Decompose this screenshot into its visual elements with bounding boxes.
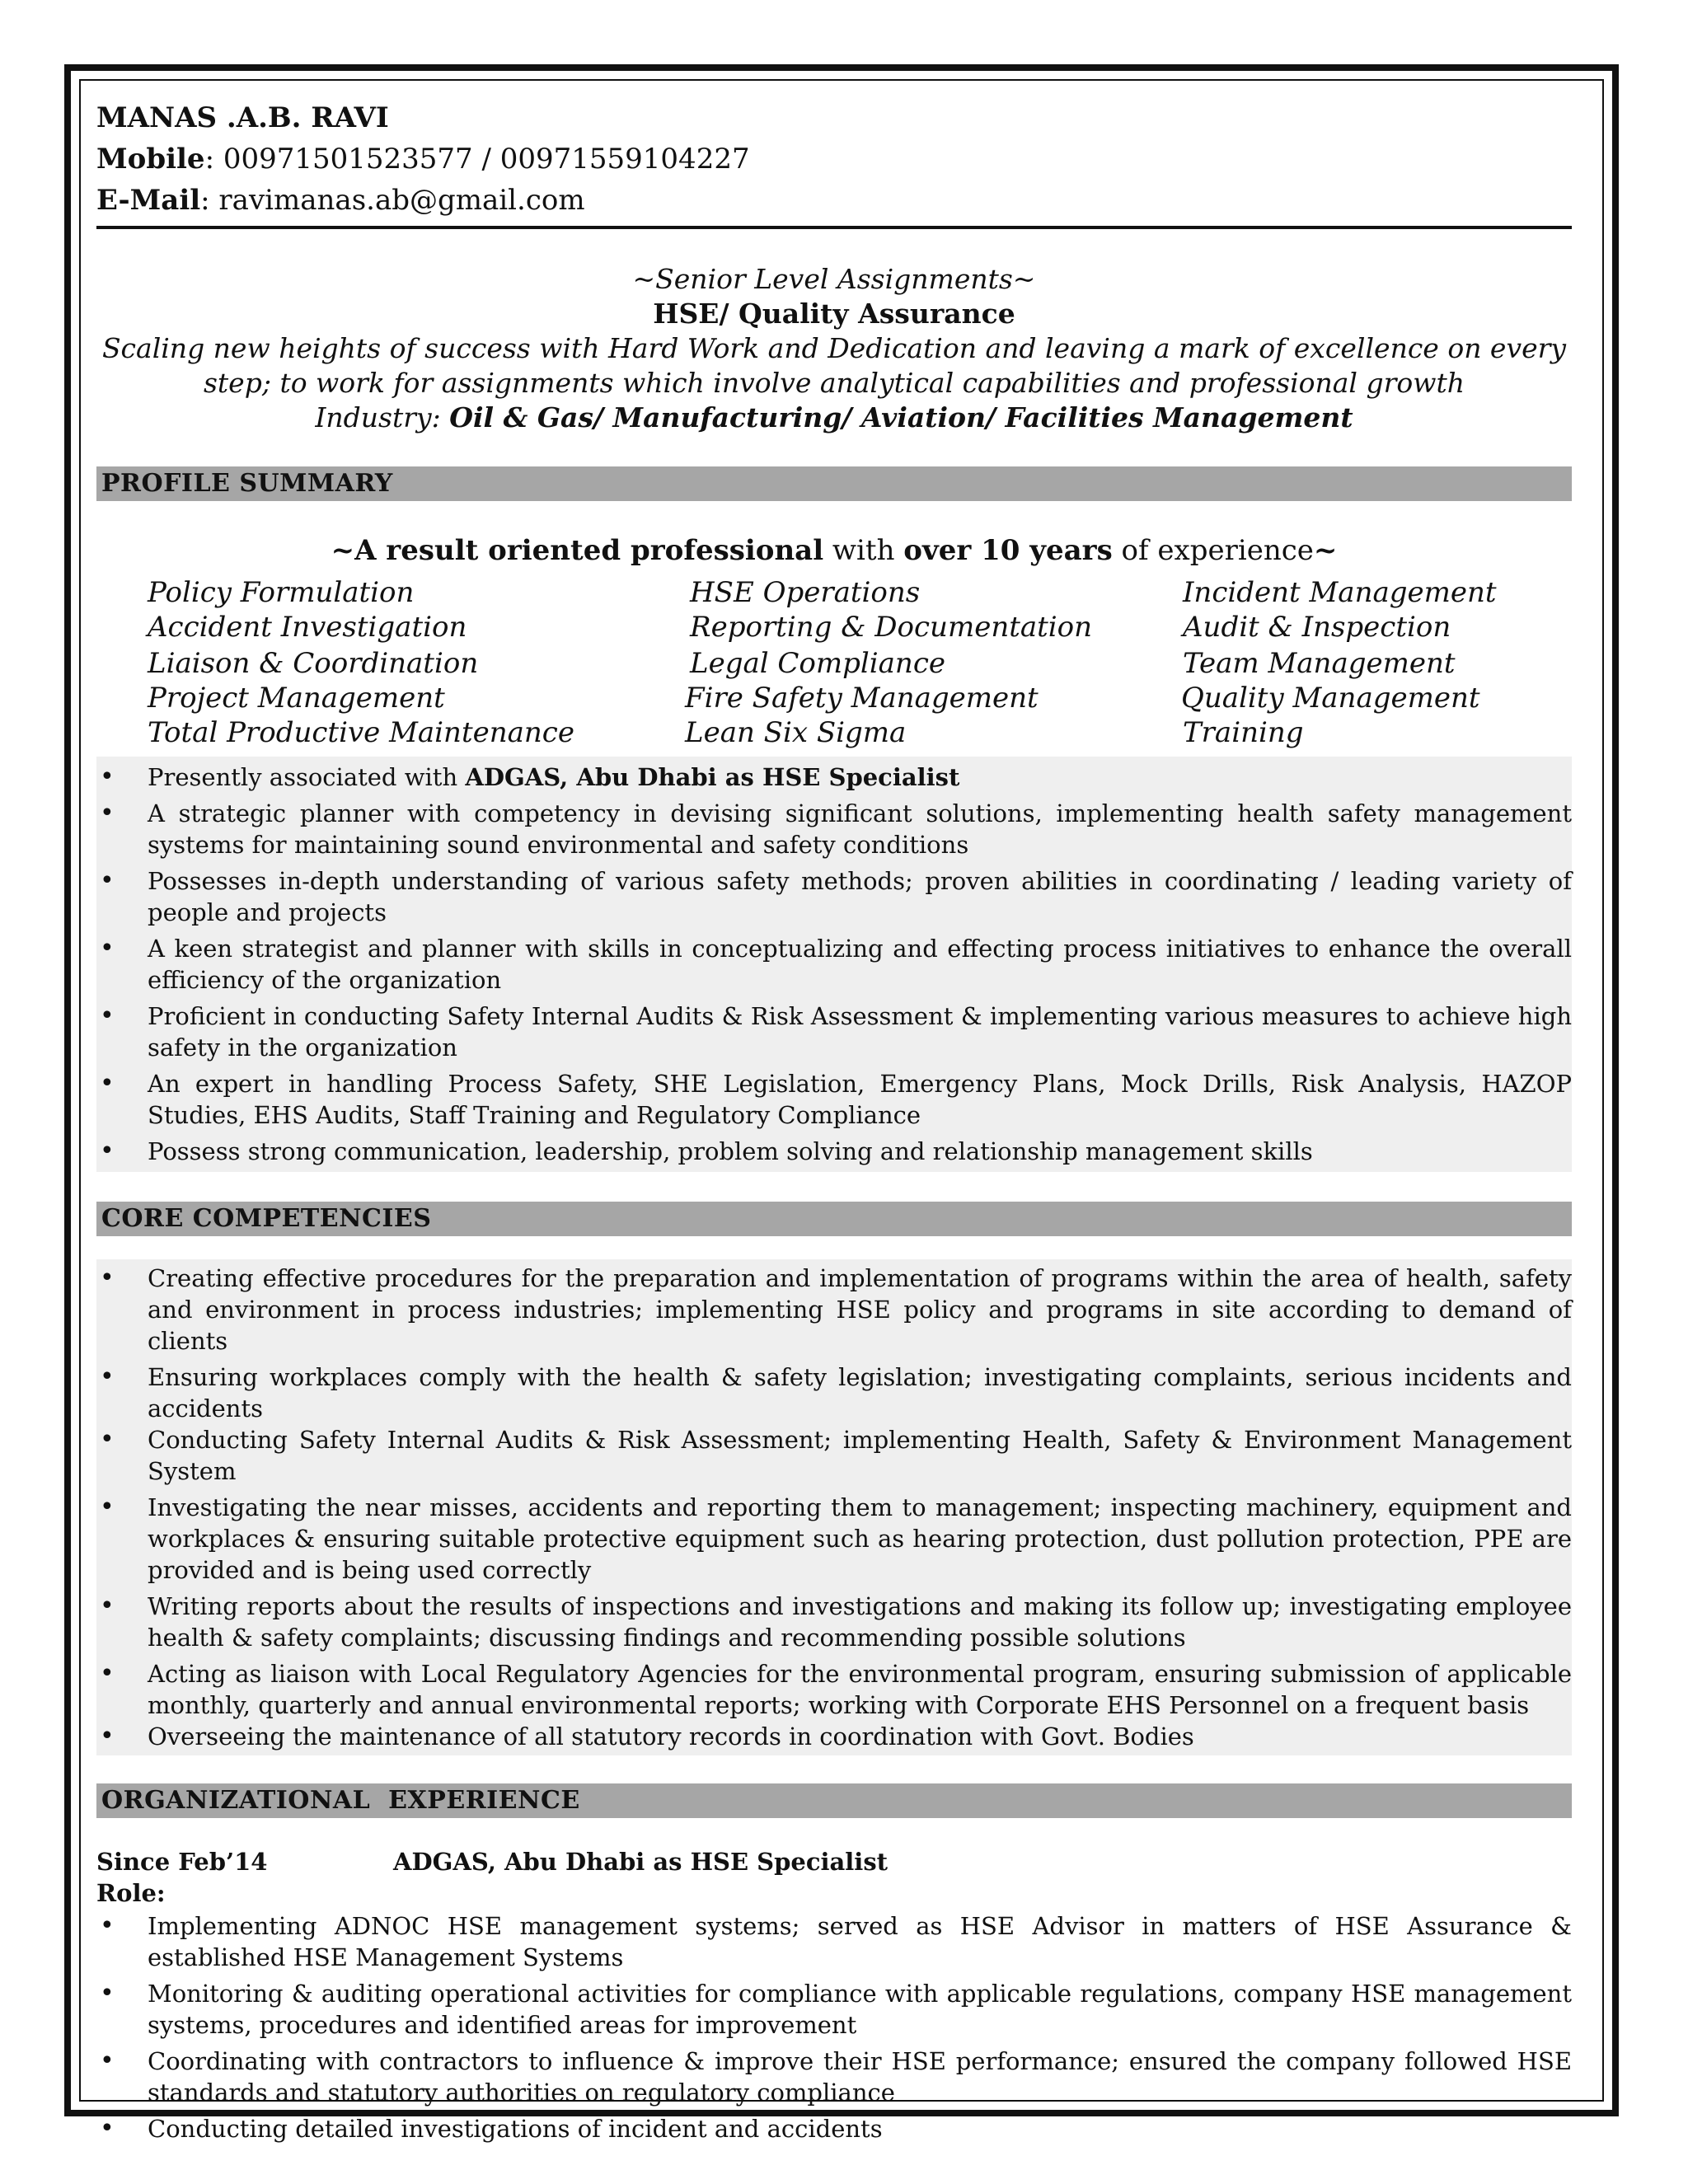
profile-bullets-block (96, 757, 1572, 1172)
headline-part-1: ~A result oriented professional (331, 534, 824, 567)
skill-item: Audit & Inspection (1183, 611, 1451, 644)
industry-label: Industry: (315, 401, 450, 434)
email-line (96, 180, 1572, 221)
list-item: • Writing reports about the results of inspections and investigations and making its follow up; investigating employee health & safety complaints; discussing findings and recommending possible solutions (96, 1591, 1572, 1653)
competencies-block (96, 1259, 1572, 1755)
mobile-label: Mobile (96, 143, 205, 176)
section-core-competencies: CORE COMPETENCIES (96, 1202, 1572, 1236)
job-period-line (96, 1846, 1572, 1877)
skill-item: Incident Management (1183, 576, 1497, 609)
list-item: • Possess strong communication, leadership, problem solving and relationship management skills (96, 1136, 1572, 1167)
list-item: • Monitoring & auditing operational activities for compliance with applicable regulations, company HSE management systems, procedures and identified areas for improvement (96, 1978, 1572, 2041)
industry-value: Oil & Gas/ Manufacturing/ Aviation/ Facilities Management (449, 401, 1353, 434)
skill-item: Policy Formulation (148, 576, 415, 609)
current-role: ADGAS, Abu Dhabi as HSE Specialist (465, 763, 960, 791)
skill-item: Accident Investigation (148, 611, 467, 644)
skill-item: Project Management (148, 682, 445, 715)
list-item: • Ensuring workplaces comply with the health & safety legislation; investigating complaints, serious incidents and accidents (96, 1361, 1572, 1424)
list-item: • Implementing ADNOC HSE management systems; served as HSE Advisor in matters of HSE Assurance & established HSE Management Systems (96, 1910, 1572, 1973)
profile-headline (96, 532, 1572, 569)
email-value: : ravimanas.ab@gmail.com (200, 184, 585, 217)
list-item: • Possesses in-depth understanding of various safety methods; proven abilities in coordinating / leading variety of people and projects (96, 865, 1572, 928)
list-item: • A strategic planner with competency in devising significant solutions, implementing health safety management systems for maintaining sound environmental and safety conditions (96, 798, 1572, 860)
skill-item: Liaison & Coordination (148, 647, 479, 680)
skill-item: Quality Management (1181, 682, 1480, 715)
skill-item: Lean Six Sigma (685, 716, 907, 749)
mission-statement: Scaling new heights of success with Hard Work and Dedication and leaving a mark of excellence on every step; to work for assignments which involve analytical capabilities and professional growth (101, 332, 1567, 399)
list-item: • Conducting detailed investigations of incident and accidents (96, 2113, 1572, 2144)
list-item (96, 762, 1572, 793)
list-item: • Coordinating with contractors to influence & improve their HSE performance; ensured the company followed HSE standards and statutory authorities on regulatory compliance (96, 2046, 1572, 2108)
profile-bullet-list (96, 762, 1572, 1167)
job-period: Since Feb’14 (96, 1848, 268, 1876)
skill-item: Reporting & Documentation (690, 611, 1093, 644)
subtitle: HSE/ Quality Assurance (653, 298, 1015, 330)
skill-item: Training (1183, 716, 1304, 749)
headline-part-5: ~ (1313, 534, 1338, 567)
role-label: Role: (96, 1879, 166, 1907)
section-profile-summary: PROFILE SUMMARY (96, 466, 1572, 501)
list-item: • An expert in handling Process Safety, SHE Legislation, Emergency Plans, Mock Drills, Risk Analysis, HAZOP Studies, EHS Audits, Staff Training and Regulatory Compliance (96, 1068, 1572, 1131)
skill-item: Fire Safety Management (685, 682, 1039, 715)
headline-part-3: over 10 years (903, 534, 1113, 567)
email-label: E-Mail (96, 184, 201, 217)
list-item: • Conducting Safety Internal Audits & Risk Assessment; implementing Health, Safety & Environment Management System (96, 1424, 1572, 1487)
skill-item: Legal Compliance (690, 647, 945, 680)
list-item: • A keen strategist and planner with skills in conceptualizing and effecting process initiatives to enhance the overall efficiency of the organization (96, 933, 1572, 996)
resume-page (96, 97, 1572, 2144)
tagline: ~Senior Level Assignments~ (632, 263, 1036, 295)
mobile-line (96, 138, 1572, 180)
experience-bullet-list (96, 1910, 1572, 2144)
candidate-name: MANAS .A.B. RAVI (96, 101, 389, 134)
list-item: • Investigating the near misses, accidents and reporting them to management; inspecting machinery, equipment and workplaces & ensuring suitable protective equipment such as hearing protection, dust pollution protection, PPE are provided and is being used correctly (96, 1492, 1572, 1586)
competencies-bullet-list (96, 1263, 1572, 1752)
current-role-prefix: Presently associated with (148, 763, 466, 791)
mobile-value: : 00971501523577 / 00971559104227 (204, 143, 750, 176)
headline-part-2: with (823, 534, 904, 567)
list-item: • Overseeing the maintenance of all statutory records in coordination with Govt. Bodies (96, 1721, 1572, 1752)
skills-grid (96, 575, 1572, 752)
list-item: • Acting as liaison with Local Regulatory Agencies for the environmental program, ensuring submission of applicable monthly, quarterly and annual environmental reports; working with Corporate EHS Personnel on a frequent basis (96, 1658, 1572, 1721)
skill-item: Team Management (1183, 647, 1456, 680)
industry-line (96, 401, 1572, 435)
list-item: • Proficient in conducting Safety Internal Audits & Risk Assessment & implementing various measures to achieve high safety in the organization (96, 1001, 1572, 1063)
headline-part-4: of experience (1112, 534, 1314, 567)
skill-item: HSE Operations (690, 576, 921, 609)
job-company: ADGAS, Abu Dhabi as HSE Specialist (393, 1848, 889, 1876)
list-item: • Creating effective procedures for the preparation and implementation of programs within the area of health, safety and environment in process industries; implementing HSE policy and programs in site according to demand of clients (96, 1263, 1572, 1357)
header-divider (96, 226, 1572, 229)
skill-item: Total Productive Maintenance (148, 716, 574, 749)
section-organizational-experience: ORGANIZATIONAL EXPERIENCE (96, 1783, 1572, 1818)
job-header (96, 1846, 1572, 1909)
